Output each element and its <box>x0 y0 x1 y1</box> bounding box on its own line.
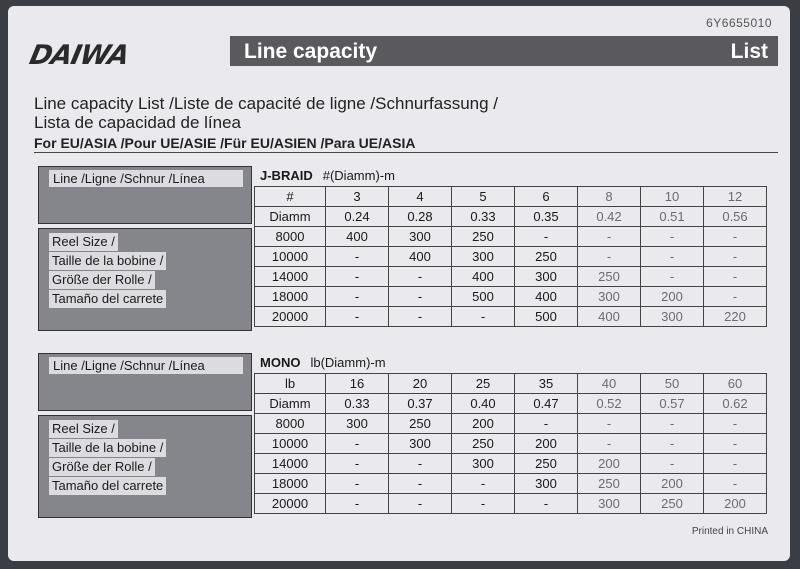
mono-reel-row-cell: - <box>704 474 767 494</box>
braid-diameter-row <box>255 207 767 227</box>
mono-reel-row-label: 10000 <box>255 434 326 454</box>
braid-reel-row-cell: - <box>515 227 578 247</box>
mono-reel-row-cell: 250 <box>578 474 641 494</box>
mono-diameter-row-cell: 0.62 <box>704 394 767 414</box>
mono-reel-row-cell: 200 <box>641 474 704 494</box>
braid-reel-row <box>255 227 767 247</box>
braid-reel-row-label: 8000 <box>255 227 326 247</box>
mono-reel-row-label: 18000 <box>255 474 326 494</box>
braid-reel-row-cell: 500 <box>515 307 578 327</box>
braid-reel-row-cell: 500 <box>452 287 515 307</box>
mono-reel-row-cell: - <box>452 494 515 514</box>
mono-reel-row-cell: 200 <box>704 494 767 514</box>
mono-reel-row-cell: 300 <box>389 434 452 454</box>
braid-size-row-cell: 6 <box>515 187 578 207</box>
mono-reel-size-label: Reel Size / Taille de la bobine / Größe der Rolle / Tamaño del carrete <box>49 420 166 496</box>
multilingual-heading <box>34 94 734 132</box>
mono-reel-row-cell: 250 <box>452 434 515 454</box>
mono-size-row-cell: 35 <box>515 374 578 394</box>
mono-reel-row-cell: - <box>578 434 641 454</box>
braid-reel-row-cell: - <box>389 307 452 327</box>
braid-reel-row-cell: 250 <box>452 227 515 247</box>
braid-reel-row-cell: 400 <box>452 267 515 287</box>
mono-reel-row-cell: - <box>326 474 389 494</box>
heading-line-2: Lista de capacidad de línea <box>34 113 241 132</box>
braid-reel-row-cell: 300 <box>452 247 515 267</box>
braid-reel-row-cell: - <box>704 287 767 307</box>
mono-size-row-cell: 25 <box>452 374 515 394</box>
mono-size-row <box>255 374 767 394</box>
mono-reel-row-cell: 250 <box>641 494 704 514</box>
braid-size-row <box>255 187 767 207</box>
mono-reel-row <box>255 474 767 494</box>
mono-size-row-cell: 50 <box>641 374 704 394</box>
mono-size-row-cell: 20 <box>389 374 452 394</box>
mono-reel-row <box>255 414 767 434</box>
braid-line-label-box <box>38 166 252 224</box>
mono-reel-label-box <box>38 415 252 518</box>
braid-diameter-row-cell: 0.35 <box>515 207 578 227</box>
braid-reel-row-cell: - <box>641 247 704 267</box>
mono-size-row-label: lb <box>255 374 326 394</box>
braid-diameter-row-cell: 0.28 <box>389 207 452 227</box>
braid-reel-row-cell: 250 <box>515 247 578 267</box>
mono-size-row-cell: 40 <box>578 374 641 394</box>
mono-line-label: Line /Ligne /Schnur /Línea <box>49 357 243 374</box>
heading-line-1: Line capacity List /Liste de capacité de ligne /Schnurfassung / <box>34 94 499 113</box>
braid-size-row-cell: 10 <box>641 187 704 207</box>
daiwa-logo: DAIWA <box>26 40 132 71</box>
mono-size-row-cell: 16 <box>326 374 389 394</box>
braid-reel-row <box>255 307 767 327</box>
braid-reel-row <box>255 267 767 287</box>
document-code: 6Y6655010 <box>706 16 772 30</box>
braid-diameter-row-cell: 0.33 <box>452 207 515 227</box>
braid-reel-row-cell: 300 <box>578 287 641 307</box>
braid-reel-row-cell: - <box>641 227 704 247</box>
braid-reel-row-cell: - <box>326 267 389 287</box>
braid-reel-row-cell: 400 <box>326 227 389 247</box>
braid-type-name: J-BRAID <box>260 168 313 183</box>
braid-size-row-cell: 8 <box>578 187 641 207</box>
mono-reel-row-cell: - <box>704 434 767 454</box>
braid-size-row-cell: 12 <box>704 187 767 207</box>
braid-capacity-table <box>254 186 767 327</box>
mono-type-title <box>260 355 386 370</box>
mono-reel-row <box>255 454 767 474</box>
title-banner <box>230 36 778 66</box>
mono-reel-row-cell: 300 <box>578 494 641 514</box>
braid-size-row-cell: 4 <box>389 187 452 207</box>
divider <box>34 152 778 153</box>
braid-reel-row-cell: 300 <box>515 267 578 287</box>
braid-reel-row-cell: - <box>326 287 389 307</box>
banner-subtitle: List <box>730 40 768 63</box>
braid-reel-row-cell: 400 <box>578 307 641 327</box>
mono-size-row-cell: 60 <box>704 374 767 394</box>
mono-diameter-row-cell: 0.47 <box>515 394 578 414</box>
braid-diameter-row-cell: 0.51 <box>641 207 704 227</box>
mono-diameter-row-cell: 0.52 <box>578 394 641 414</box>
braid-reel-row <box>255 287 767 307</box>
braid-type-unit: #(Diamm)-m <box>322 168 395 183</box>
braid-reel-row-cell: 200 <box>641 287 704 307</box>
braid-type-title <box>260 168 395 183</box>
mono-reel-row-cell: 300 <box>326 414 389 434</box>
braid-size-row-label: # <box>255 187 326 207</box>
mono-reel-row-label: 14000 <box>255 454 326 474</box>
braid-diameter-row-cell: 0.56 <box>704 207 767 227</box>
braid-reel-row-cell: - <box>452 307 515 327</box>
braid-reel-row-cell: - <box>389 287 452 307</box>
mono-diameter-row-cell: 0.57 <box>641 394 704 414</box>
mono-reel-row <box>255 494 767 514</box>
braid-reel-row-cell: - <box>704 267 767 287</box>
mono-reel-row-cell: 250 <box>515 454 578 474</box>
mono-type-unit: lb(Diamm)-m <box>310 355 386 370</box>
mono-capacity-table <box>254 373 767 514</box>
mono-line-label-box <box>38 353 252 411</box>
mono-reel-row-cell: - <box>704 414 767 434</box>
braid-diameter-row-cell: 0.24 <box>326 207 389 227</box>
mono-reel-row-cell: 300 <box>515 474 578 494</box>
braid-size-row-cell: 3 <box>326 187 389 207</box>
mono-diameter-row-cell: 0.33 <box>326 394 389 414</box>
mono-reel-row-cell: - <box>578 414 641 434</box>
braid-reel-row-cell: - <box>578 247 641 267</box>
braid-reel-row-cell: 250 <box>578 267 641 287</box>
braid-reel-row-label: 20000 <box>255 307 326 327</box>
mono-diameter-row-cell: 0.37 <box>389 394 452 414</box>
mono-reel-row-cell: 200 <box>515 434 578 454</box>
mono-reel-row-label: 8000 <box>255 414 326 434</box>
braid-diameter-row-label: Diamm <box>255 207 326 227</box>
mono-reel-row-cell: - <box>515 414 578 434</box>
mono-reel-row-cell: - <box>704 454 767 474</box>
mono-reel-row-label: 20000 <box>255 494 326 514</box>
mono-reel-row-cell: 200 <box>452 414 515 434</box>
line-capacity-sheet <box>8 6 790 561</box>
mono-diameter-row-label: Diamm <box>255 394 326 414</box>
braid-reel-row-cell: - <box>326 247 389 267</box>
mono-reel-row-cell: - <box>452 474 515 494</box>
braid-reel-row-label: 18000 <box>255 287 326 307</box>
mono-reel-row-cell: - <box>326 434 389 454</box>
mono-reel-row-cell: - <box>389 454 452 474</box>
mono-reel-row <box>255 434 767 454</box>
braid-reel-row-cell: - <box>389 267 452 287</box>
mono-diameter-row-cell: 0.40 <box>452 394 515 414</box>
braid-reel-row-label: 10000 <box>255 247 326 267</box>
braid-diameter-row-cell: 0.42 <box>578 207 641 227</box>
banner-title: Line capacity <box>244 40 378 63</box>
mono-reel-row-cell: - <box>641 414 704 434</box>
printed-in-label: Printed in CHINA <box>691 526 768 537</box>
braid-size-row-cell: 5 <box>452 187 515 207</box>
braid-reel-row-cell: 400 <box>389 247 452 267</box>
braid-reel-row-cell: 300 <box>641 307 704 327</box>
mono-diameter-row <box>255 394 767 414</box>
braid-reel-row-cell: - <box>326 307 389 327</box>
mono-reel-row-cell: - <box>515 494 578 514</box>
braid-reel-row <box>255 247 767 267</box>
mono-reel-row-cell: 200 <box>578 454 641 474</box>
mono-reel-row-cell: - <box>389 474 452 494</box>
braid-reel-row-cell: 300 <box>389 227 452 247</box>
braid-reel-label-box <box>38 228 252 331</box>
region-line: For EU/ASIA /Pour UE/ASIE /Für EU/ASIEN /Para UE/ASIA <box>34 135 416 151</box>
mono-reel-row-cell: - <box>641 454 704 474</box>
braid-reel-row-cell: 220 <box>704 307 767 327</box>
braid-reel-row-label: 14000 <box>255 267 326 287</box>
braid-reel-row-cell: - <box>578 227 641 247</box>
braid-reel-row-cell: - <box>704 227 767 247</box>
braid-reel-size-label: Reel Size / Taille de la bobine / Größe der Rolle / Tamaño del carrete <box>49 233 166 309</box>
mono-reel-row-cell: - <box>641 434 704 454</box>
mono-reel-row-cell: - <box>326 454 389 474</box>
braid-reel-row-cell: - <box>641 267 704 287</box>
mono-reel-row-cell: - <box>389 494 452 514</box>
mono-reel-row-cell: 250 <box>389 414 452 434</box>
mono-table-body <box>255 374 767 514</box>
braid-line-label: Line /Ligne /Schnur /Línea <box>49 170 243 187</box>
braid-reel-row-cell: 400 <box>515 287 578 307</box>
mono-reel-row-cell: 300 <box>452 454 515 474</box>
mono-type-name: MONO <box>260 355 301 370</box>
braid-reel-row-cell: - <box>704 247 767 267</box>
mono-reel-row-cell: - <box>326 494 389 514</box>
braid-table-body <box>255 187 767 327</box>
